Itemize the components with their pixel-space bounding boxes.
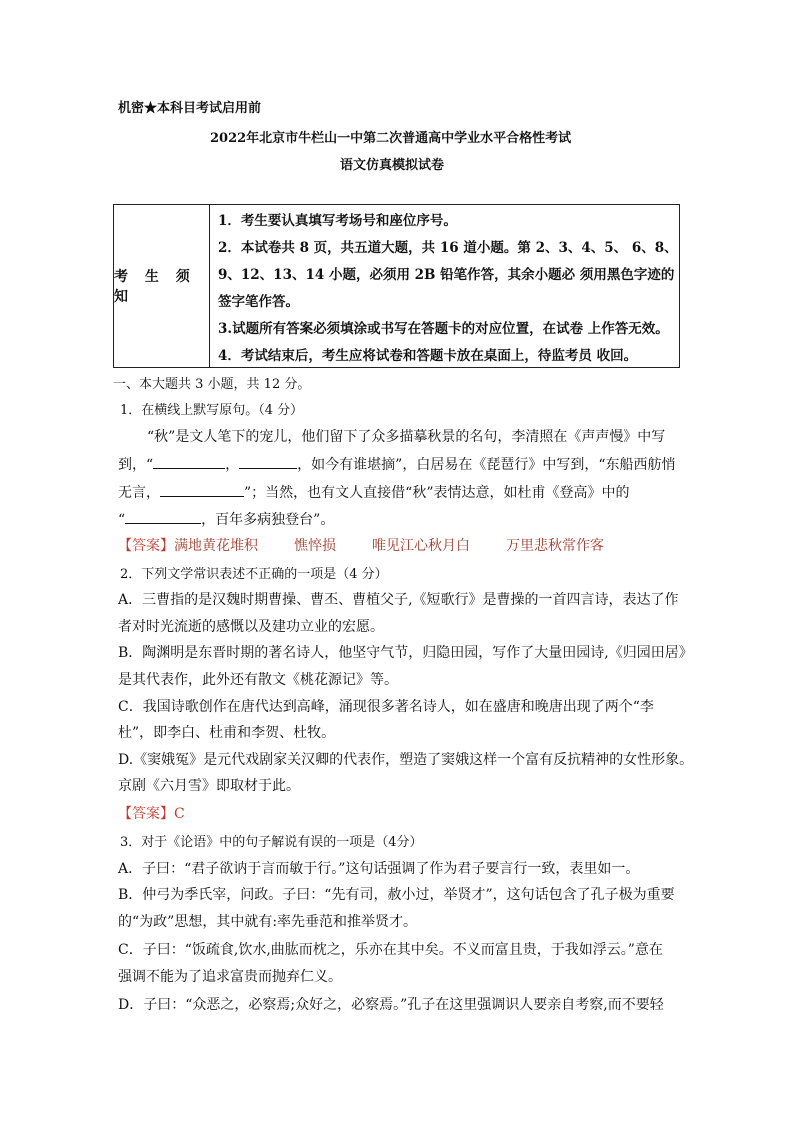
q1-stem: 1．在横线上默写原句。（4 分） — [120, 403, 304, 418]
q2-option-c-line-2: 杜”，即李白、杜甫和李贺、杜牧。 — [118, 725, 336, 741]
q2-option-b-line-1: B．陶渊明是东晋时期的著名诗人，他坚守气节，归隐田园，写作了大量田园诗,《归园田居》 — [118, 645, 693, 661]
q3-option-b-line-1: B．仲弓为季氏宰，问政。子曰：“先有司，赦小过，举贤才”，这句话包含了孔子极为重要 — [118, 887, 675, 903]
q2-option-d-line-2: 京剧《六月雪》即取材于此。 — [118, 778, 300, 794]
answer-4: 万里悲秋常作客 — [506, 538, 604, 554]
q1-line3-start: 无言， — [118, 485, 160, 501]
q3-option-d-line-1: D．子曰：“众恶之，必察焉;众好之，必察焉。”孔子在这里强调识人要亲自考察,而不要轻 — [118, 997, 664, 1013]
q3-option-c-line-1: C．子曰：“饭疏食,饮水,曲肱而枕之，乐亦在其中矣。不义而富且贵，于我如浮云。”意在 — [118, 942, 663, 958]
notice-table — [113, 204, 680, 368]
q3-option-a-line-1: A．子曰：“君子欲讷于言而敏于行。”这句话强调了作为君子要言行一致，表里如一。 — [118, 861, 640, 877]
notice-line-3: 9、12、13、14 小题，必须用 2B 铅笔作答，其余小题必 须用黑色字迹的 — [218, 267, 675, 283]
notice-line-1: 1．考生要认真填写考场号和座位序号。 — [218, 213, 457, 229]
q1-line4-rest: ，百年多病独登台”。 — [201, 512, 335, 528]
notice-line-4: 签字笔作答。 — [218, 294, 299, 310]
exam-title: 2022年北京市牛栏山一中第二次普通高中学业水平合格性考试 — [210, 131, 572, 146]
q2-option-d-line-1: D.《窦娥冤》是元代戏剧家关汉卿的代表作，塑造了窦娥这样一个富有反抗精神的女性形象。 — [118, 752, 694, 768]
q3-option-c-line-2: 强调不能为了追求富贵而抛弃仁义。 — [118, 969, 342, 985]
q1-line2-rest: ，如今有谁堪摘”，白居易在《琵琶行》中写到，“东船西舫悄 — [297, 457, 676, 473]
q2-option-a-line-1: A．三曹指的是汉魏时期曹操、曹丕、曹植父子,《短歌行》是曹操的一首四言诗，表达了作 — [118, 592, 679, 608]
fill-blank-2[interactable] — [239, 456, 297, 469]
notice-line-6: 4．考试结束后，考生应将试卷和答题卡放在桌面上，待监考员 收回。 — [218, 348, 638, 364]
q2-stem: 2．下列文学常识表述不正确的一项是（4 分） — [120, 567, 388, 582]
q1-line3-rest: ”；当然，也有文人直接借“秋”表情达意，如杜甫《登高》中的 — [244, 485, 630, 501]
q1-line2-comma: ， — [225, 457, 240, 473]
q3-option-b-line-2: 的“为政”思想，其中就有:率先垂范和推举贤才。 — [118, 914, 418, 930]
q1-line2-start: 到，“ — [118, 457, 154, 473]
q1-line4-start: “ — [118, 512, 126, 528]
q1-answer — [118, 535, 604, 555]
notice-line-2: 2．本试卷共 8 页，共五道大题，共 16 道小题。第 2、3、4、5、 6、8、 — [218, 240, 678, 256]
q1-text-line-2 — [118, 454, 676, 474]
answer-tag: 【答案】 — [118, 538, 174, 554]
q2-option-a-line-2: 者对时光流逝的感慨以及建功立业的宏愿。 — [118, 619, 384, 635]
notice-line-5: 3.试题所有答案必须填涂或书写在答题卡的对应位置，在试卷 上作答无效。 — [218, 321, 669, 337]
fill-blank-1[interactable] — [153, 456, 225, 469]
fill-blank-3[interactable] — [160, 484, 244, 497]
q2-option-c-line-1: C．我国诗歌创作在唐代达到高峰，涌现很多著名诗人，如在盛唐和晚唐出现了两个“李 — [118, 699, 654, 715]
notice-label: 考 生 须 知 — [114, 205, 210, 367]
answer-1: 满地黄花堆积 — [174, 538, 258, 554]
answer-3: 唯见江心秋月白 — [372, 538, 470, 554]
q3-stem: 3．对于《论语》中的句子解说有误的一项是（4分） — [120, 835, 423, 850]
q1-text-line-1: “秋”是文人笔下的宠儿，他们留下了众多描摹秋景的名句，李清照在《声声慢》中写 — [147, 429, 666, 445]
answer-2: 憔悴损 — [294, 538, 336, 554]
q2-answer: 【答案】C — [118, 806, 185, 822]
q1-text-line-4 — [118, 509, 334, 529]
q1-text-line-3 — [118, 482, 629, 502]
section-heading: 一、本大题共 3 小题，共 12 分。 — [113, 377, 311, 392]
fill-blank-4[interactable] — [125, 511, 201, 524]
q2-option-b-line-2: 是其代表作，此外还有散文《桃花源记》等。 — [118, 672, 398, 688]
confidential-notice: 机密★本科目考试启用前 — [118, 101, 262, 116]
exam-subtitle: 语文仿真模拟试卷 — [340, 158, 445, 173]
